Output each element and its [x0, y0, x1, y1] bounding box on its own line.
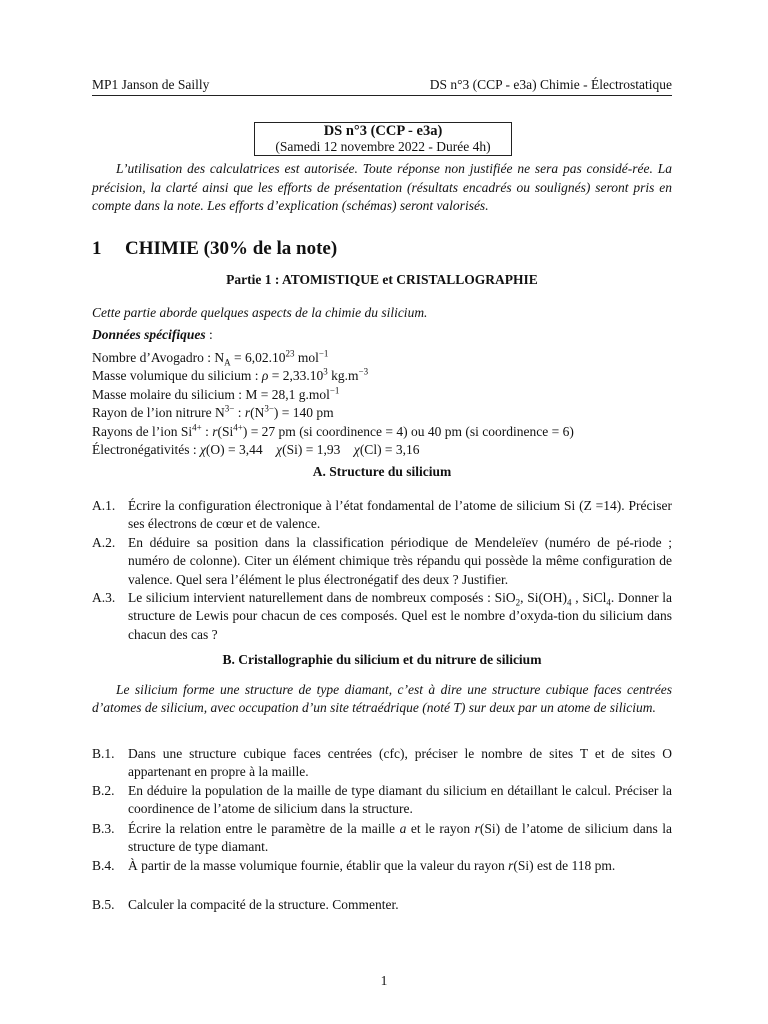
question-b5	[92, 896, 672, 914]
question-a2	[92, 534, 672, 589]
question-b2	[92, 782, 672, 819]
question-label: A.2.	[92, 535, 116, 550]
data-line: Rayon de l’ion nitrure $N^{3-}$ : $r(N^{3-}) = 140$ pm	[92, 403, 334, 421]
question-label: B.4.	[92, 858, 115, 873]
page-number: 1	[380, 973, 388, 988]
subsection-a-title: A. Structure du silicium	[312, 464, 452, 479]
question-a3	[92, 589, 672, 644]
data-heading-colon: :	[205, 327, 213, 342]
title-box	[254, 122, 512, 156]
data-line: Masse volumique du silicium : $\rho = 2,33.10^3$ $kg.m^{-3}$	[92, 366, 369, 384]
question-label: A.1.	[92, 498, 116, 513]
question-b3	[92, 820, 672, 857]
section-number: 1	[92, 238, 102, 259]
question-text: En déduire sa position dans la classification périodique de Mendeleïev (numéro de pé-riode ; numéro de colonne). Citer un élément chimique très répandu qui possède la même configuration de valence. Quel sera l’élément le plus électronégatif des deux ? Justifier.	[128, 535, 672, 587]
part-intro: Cette partie aborde quelques aspects de la chimie du silicium.	[92, 305, 428, 320]
subsection-b-title: B. Cristallographie du silicium et du nitrure de silicium	[222, 652, 542, 667]
intro-paragraph: L’utilisation des calculatrices est autorisée. Toute réponse non justifiée ne sera pas considé-rée. La précision, la clarté ainsi que les efforts de présentation (résultats encadrés ou soulignés) seront pris en compte dans la note. Les efforts d’explication (schémas) seront valorisés.	[92, 161, 672, 213]
data-line: Masse molaire du silicium : M = 28,1 g.mol$^{-1}$	[92, 385, 340, 402]
data-line: Électronégativités : χ(O) = 3,44 χ(Si) = 1,93 χ(Cl) = 3,16	[92, 442, 420, 458]
part-title: Partie 1 : ATOMISTIQUE et CRISTALLOGRAPHIE	[226, 272, 538, 287]
question-text: Dans une structure cubique faces centrées (cfc), préciser le nombre de sites T et de sites O appartenant en propre à la maille.	[128, 746, 672, 780]
header-left: MP1 Janson de Sailly	[92, 77, 210, 92]
question-label: B.3.	[92, 821, 115, 836]
data-line: Nombre d’Avogadro : $N_A = 6,02.10^{23}$ mol$^{-1}$	[92, 348, 329, 368]
question-text: Écrire la configuration électronique à l’état fondamental de l’atome de silicium Si (Z =14). Préciser ses électrons de cœur et de valence.	[128, 498, 672, 532]
subsection-b-intro: Le silicium forme une structure de type diamant, c’est à dire une structure cubique faces centrées d’atomes de silicium, avec occupation d’un site tétraédrique (noté T) sur deux par un atome de silicium.	[92, 682, 672, 716]
question-text: Écrire la relation entre le paramètre de la maille a et le rayon r(Si) de l’atome de silicium dans la structure de type diamant.	[128, 821, 672, 855]
section-title: CHIMIE (30% de la note)	[125, 238, 338, 259]
question-text: À partir de la masse volumique fournie, établir que la valeur du rayon r(Si) est de 118 pm.	[128, 858, 616, 873]
question-text: Calculer la compacité de la structure. Commenter.	[128, 897, 399, 912]
exam-subtitle: (Samedi 12 novembre 2022 - Durée 4h)	[275, 139, 491, 154]
question-label: B.5.	[92, 897, 115, 912]
question-label: A.3.	[92, 590, 116, 605]
question-label: B.1.	[92, 746, 115, 761]
question-text: En déduire la population de la maille de type diamant du silicium en détaillant le calcul. Préciser la coordinence de l’atome de silicium dans la structure.	[128, 783, 672, 817]
question-b4	[92, 857, 672, 875]
question-a1	[92, 497, 672, 534]
data-heading-label: Données spécifiques	[92, 327, 206, 342]
exam-title: DS n°3 (CCP - e3a)	[323, 123, 443, 139]
question-label: B.2.	[92, 783, 115, 798]
header-right: DS n°3 (CCP - e3a) Chimie - Électrostatique	[429, 77, 672, 92]
data-list	[92, 349, 574, 459]
question-b1	[92, 745, 672, 782]
data-heading	[92, 327, 213, 343]
question-text: Le silicium intervient naturellement dans de nombreux composés : SiO$_2$, $Si(OH)_4$ , SiCl$_4$. Donner la structure de Lewis pour chacun de ces composés. Quel est le nombre d’oxyda-tion du silicium dans chacun des cas ?	[128, 590, 673, 642]
section-heading	[92, 238, 337, 260]
data-line: Rayons de l’ion $Si^{4+}$ : $r(Si^{4+}) = 27$ pm (si coordinence = 4) ou 40 pm (si coordinence = 6)	[92, 422, 574, 439]
header-rule	[92, 95, 672, 96]
